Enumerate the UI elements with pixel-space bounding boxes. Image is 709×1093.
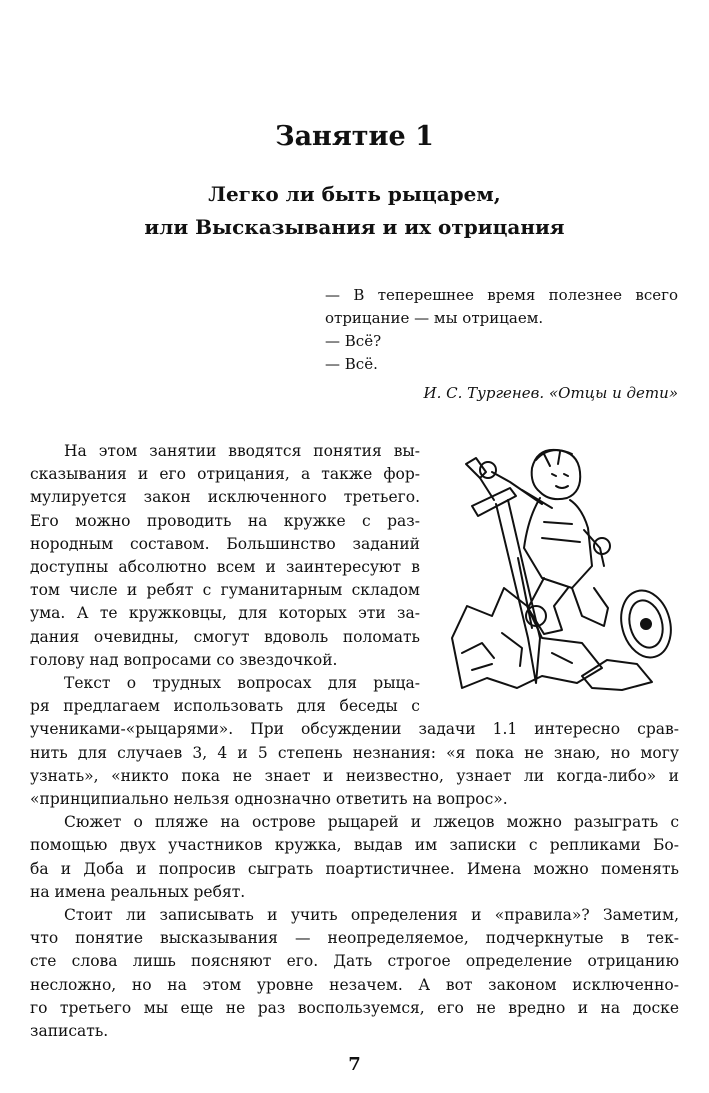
text-line: го третьего мы еще не раз воспользуемся, его не вредно и на доске [30, 998, 679, 1017]
text-line: на имена реальных ребят. [30, 882, 246, 901]
epigraph-line: отрицание — мы отрицаем. [325, 309, 544, 327]
text-line: учениками-«рыцарями». При обсуждении задачи 1.1 интересно срав- [30, 720, 679, 739]
text-line: помощью двух участников кружка, выдав им записки с репликами Бо- [30, 836, 679, 855]
epigraph-line: — Всё. [325, 355, 378, 373]
text-line: нить для случаев 3, 4 и 5 степень незнания: «я пока не знаю, но могу [30, 743, 679, 762]
text-line: Стоит ли записывать и учить определения и «правила»? Заметим, [64, 906, 679, 925]
page-number: 7 [348, 1054, 361, 1075]
text-line: доступны абсолютно всем и заинтересуют в [30, 558, 420, 577]
text-line: сказывания и его отрицания, а также фор- [30, 465, 420, 484]
epigraph-line: — Всё? [325, 332, 382, 350]
paragraph-1 [30, 440, 679, 672]
lesson-subtitle [0, 178, 709, 244]
epigraph-attribution [325, 382, 678, 405]
text-line: дания очевидны, смогут вдоволь поломать [30, 627, 420, 646]
text-line: ума. А те кружковцы, для которых эти за- [30, 604, 420, 623]
paragraph-4 [30, 904, 679, 1043]
text-line: несложно, но на этом уровне незачем. А вот законом исключенно- [30, 975, 679, 994]
text-line: голову над вопросами со звездочкой. [30, 650, 338, 669]
text-line: сте слова лишь поясняют его. Дать строгое определение отрицанию [30, 952, 679, 971]
text-line: Его можно проводить на кружке с раз- [30, 511, 420, 530]
text-line: «принципиально нельзя однозначно ответить на вопрос». [30, 790, 508, 809]
paragraph-2 [30, 672, 679, 811]
epigraph-author: И. С. Тургенев. [423, 384, 545, 402]
subtitle-line-2: или Высказывания и их отрицания [144, 215, 565, 239]
epigraph [325, 284, 678, 405]
text-line: ря предлагаем использовать для беседы с [30, 697, 420, 716]
text-line: Сюжет о пляже на острове рыцарей и лжецов можно разыграть с [64, 813, 679, 832]
text-line: мулируется закон исключенного третьего. [30, 488, 420, 507]
text-line: нородным составом. Большинство заданий [30, 534, 420, 553]
text-line: что понятие высказывания — неопределяемое, подчеркнутые в тек- [30, 929, 679, 948]
text-line: записать. [30, 1022, 109, 1041]
epigraph-line: — В теперешнее время полезнее всего [325, 286, 678, 304]
text-line: ба и Доба и попросив сыграть поартистичнее. Имена можно поменять [30, 859, 679, 878]
text-line: Текст о трудных вопросах для рыца- [64, 674, 420, 693]
epigraph-work: «Отцы и дети» [548, 384, 678, 402]
text-line: том числе и ребят с гуманитарным складом [30, 581, 420, 600]
text-line: узнать», «никто пока не знает и неизвестно, узнает ли когда-либо» и [30, 766, 679, 785]
subtitle-line-1: Легко ли быть рыцарем, [208, 182, 501, 206]
body-text [30, 440, 679, 1043]
lesson-title: Занятие 1 [275, 121, 434, 152]
paragraph-3 [30, 811, 679, 904]
text-line: На этом занятии вводятся понятия вы- [64, 442, 420, 460]
